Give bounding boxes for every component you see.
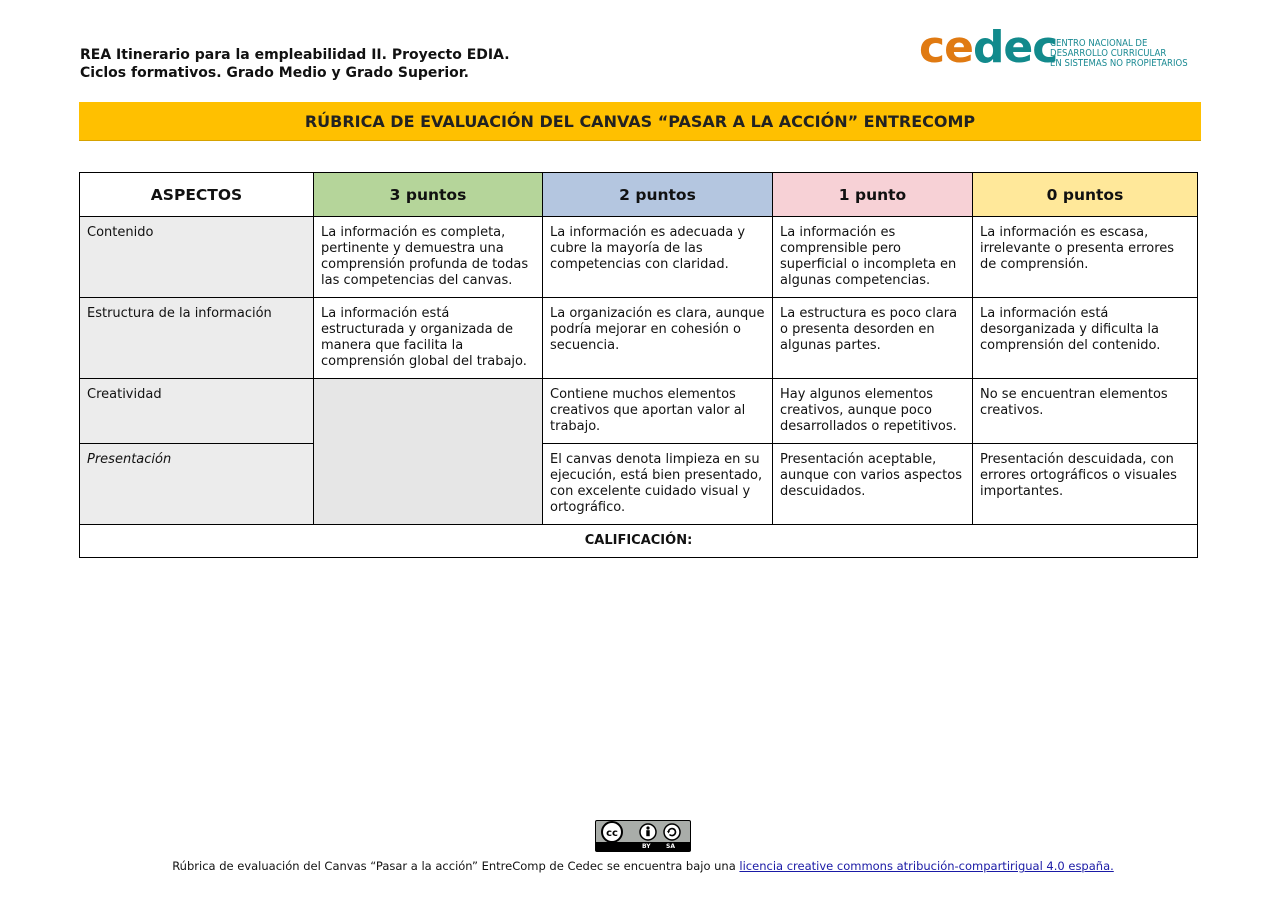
grade-row	[80, 525, 1198, 558]
cell-1-punto: La estructura es poco clara o presenta desorden en algunas partes.	[773, 298, 973, 379]
cell-3-puntos: La información es completa, pertinente y demuestra una comprensión profunda de todas las competencias del canvas.	[314, 217, 543, 298]
badge-bar: BY SA	[596, 842, 690, 851]
cell-0-puntos: Presentación descuidada, con errores ortográficos o visuales importantes.	[973, 444, 1198, 525]
svg-text:cc: cc	[606, 828, 618, 839]
cell-3-puntos: La información está estructurada y organizada de manera que facilita la comprensión global del trabajo.	[314, 298, 543, 379]
empty-merged-cell	[314, 379, 543, 525]
header-aspectos: ASPECTOS	[80, 173, 314, 217]
cc-icons	[596, 821, 689, 843]
cell-2-puntos: El canvas denota limpieza en su ejecución, está bien presentado, con excelente cuidado visual y ortográfico.	[543, 444, 773, 525]
cedec-logo	[919, 22, 1209, 78]
table-row	[80, 217, 1198, 298]
table-header-row	[80, 173, 1198, 217]
cell-0-puntos: La información es escasa, irrelevante o presenta errores de comprensión.	[973, 217, 1198, 298]
header-2-puntos: 2 puntos	[543, 173, 773, 217]
header-1-punto: 1 punto	[773, 173, 973, 217]
aspect-cell: Presentación	[80, 444, 314, 525]
table-row	[80, 298, 1198, 379]
aspect-cell: Contenido	[80, 217, 314, 298]
aspect-cell: Creatividad	[80, 379, 314, 444]
aspect-cell: Estructura de la información	[80, 298, 314, 379]
rubric-title: RÚBRICA DE EVALUACIÓN DEL CANVAS “PASAR A LA ACCIÓN” ENTRECOMP	[79, 102, 1201, 141]
cell-0-puntos: La información está desorganizada y dificulta la comprensión del contenido.	[973, 298, 1198, 379]
license-text: Rúbrica de evaluación del Canvas “Pasar a la acción” EntreComp de Cedec se encuentra bajo una licencia creative commons atribución-compartirigual 4.0 españa.	[172, 859, 1114, 873]
grade-label: CALIFICACIÓN:	[80, 525, 1198, 558]
header-3-puntos: 3 puntos	[314, 173, 543, 217]
license-footer	[0, 820, 1286, 873]
cell-1-punto: La información es comprensible pero superficial o incompleta en algunas competencias.	[773, 217, 973, 298]
document-header	[80, 46, 510, 82]
header-line-2: Ciclos formativos. Grado Medio y Grado Superior.	[80, 65, 469, 81]
logo-subtitle: CENTRO NACIONAL DE DESARROLLO CURRICULAR EN SISTEMAS NO PROPIETARIOS	[1050, 38, 1188, 69]
logo-wordmark: cedec	[919, 22, 1058, 73]
cc-by-sa-badge	[595, 820, 691, 852]
cell-1-punto: Hay algunos elementos creativos, aunque poco desarrollados o repetitivos.	[773, 379, 973, 444]
cell-2-puntos: Contiene muchos elementos creativos que aportan valor al trabajo.	[543, 379, 773, 444]
cell-2-puntos: La organización es clara, aunque podría mejorar en cohesión o secuencia.	[543, 298, 773, 379]
table-row	[80, 379, 1198, 444]
table-row	[80, 444, 1198, 525]
cell-1-punto: Presentación aceptable, aunque con varios aspectos descuidados.	[773, 444, 973, 525]
header-0-puntos: 0 puntos	[973, 173, 1198, 217]
header-line-1: REA Itinerario para la empleabilidad II. Proyecto EDIA.	[80, 47, 510, 63]
cell-0-puntos: No se encuentran elementos creativos.	[973, 379, 1198, 444]
rubric-table	[79, 172, 1198, 558]
cell-2-puntos: La información es adecuada y cubre la mayoría de las competencias con claridad.	[543, 217, 773, 298]
license-link[interactable]: licencia creative commons atribución-compartirigual 4.0 españa.	[739, 859, 1114, 873]
